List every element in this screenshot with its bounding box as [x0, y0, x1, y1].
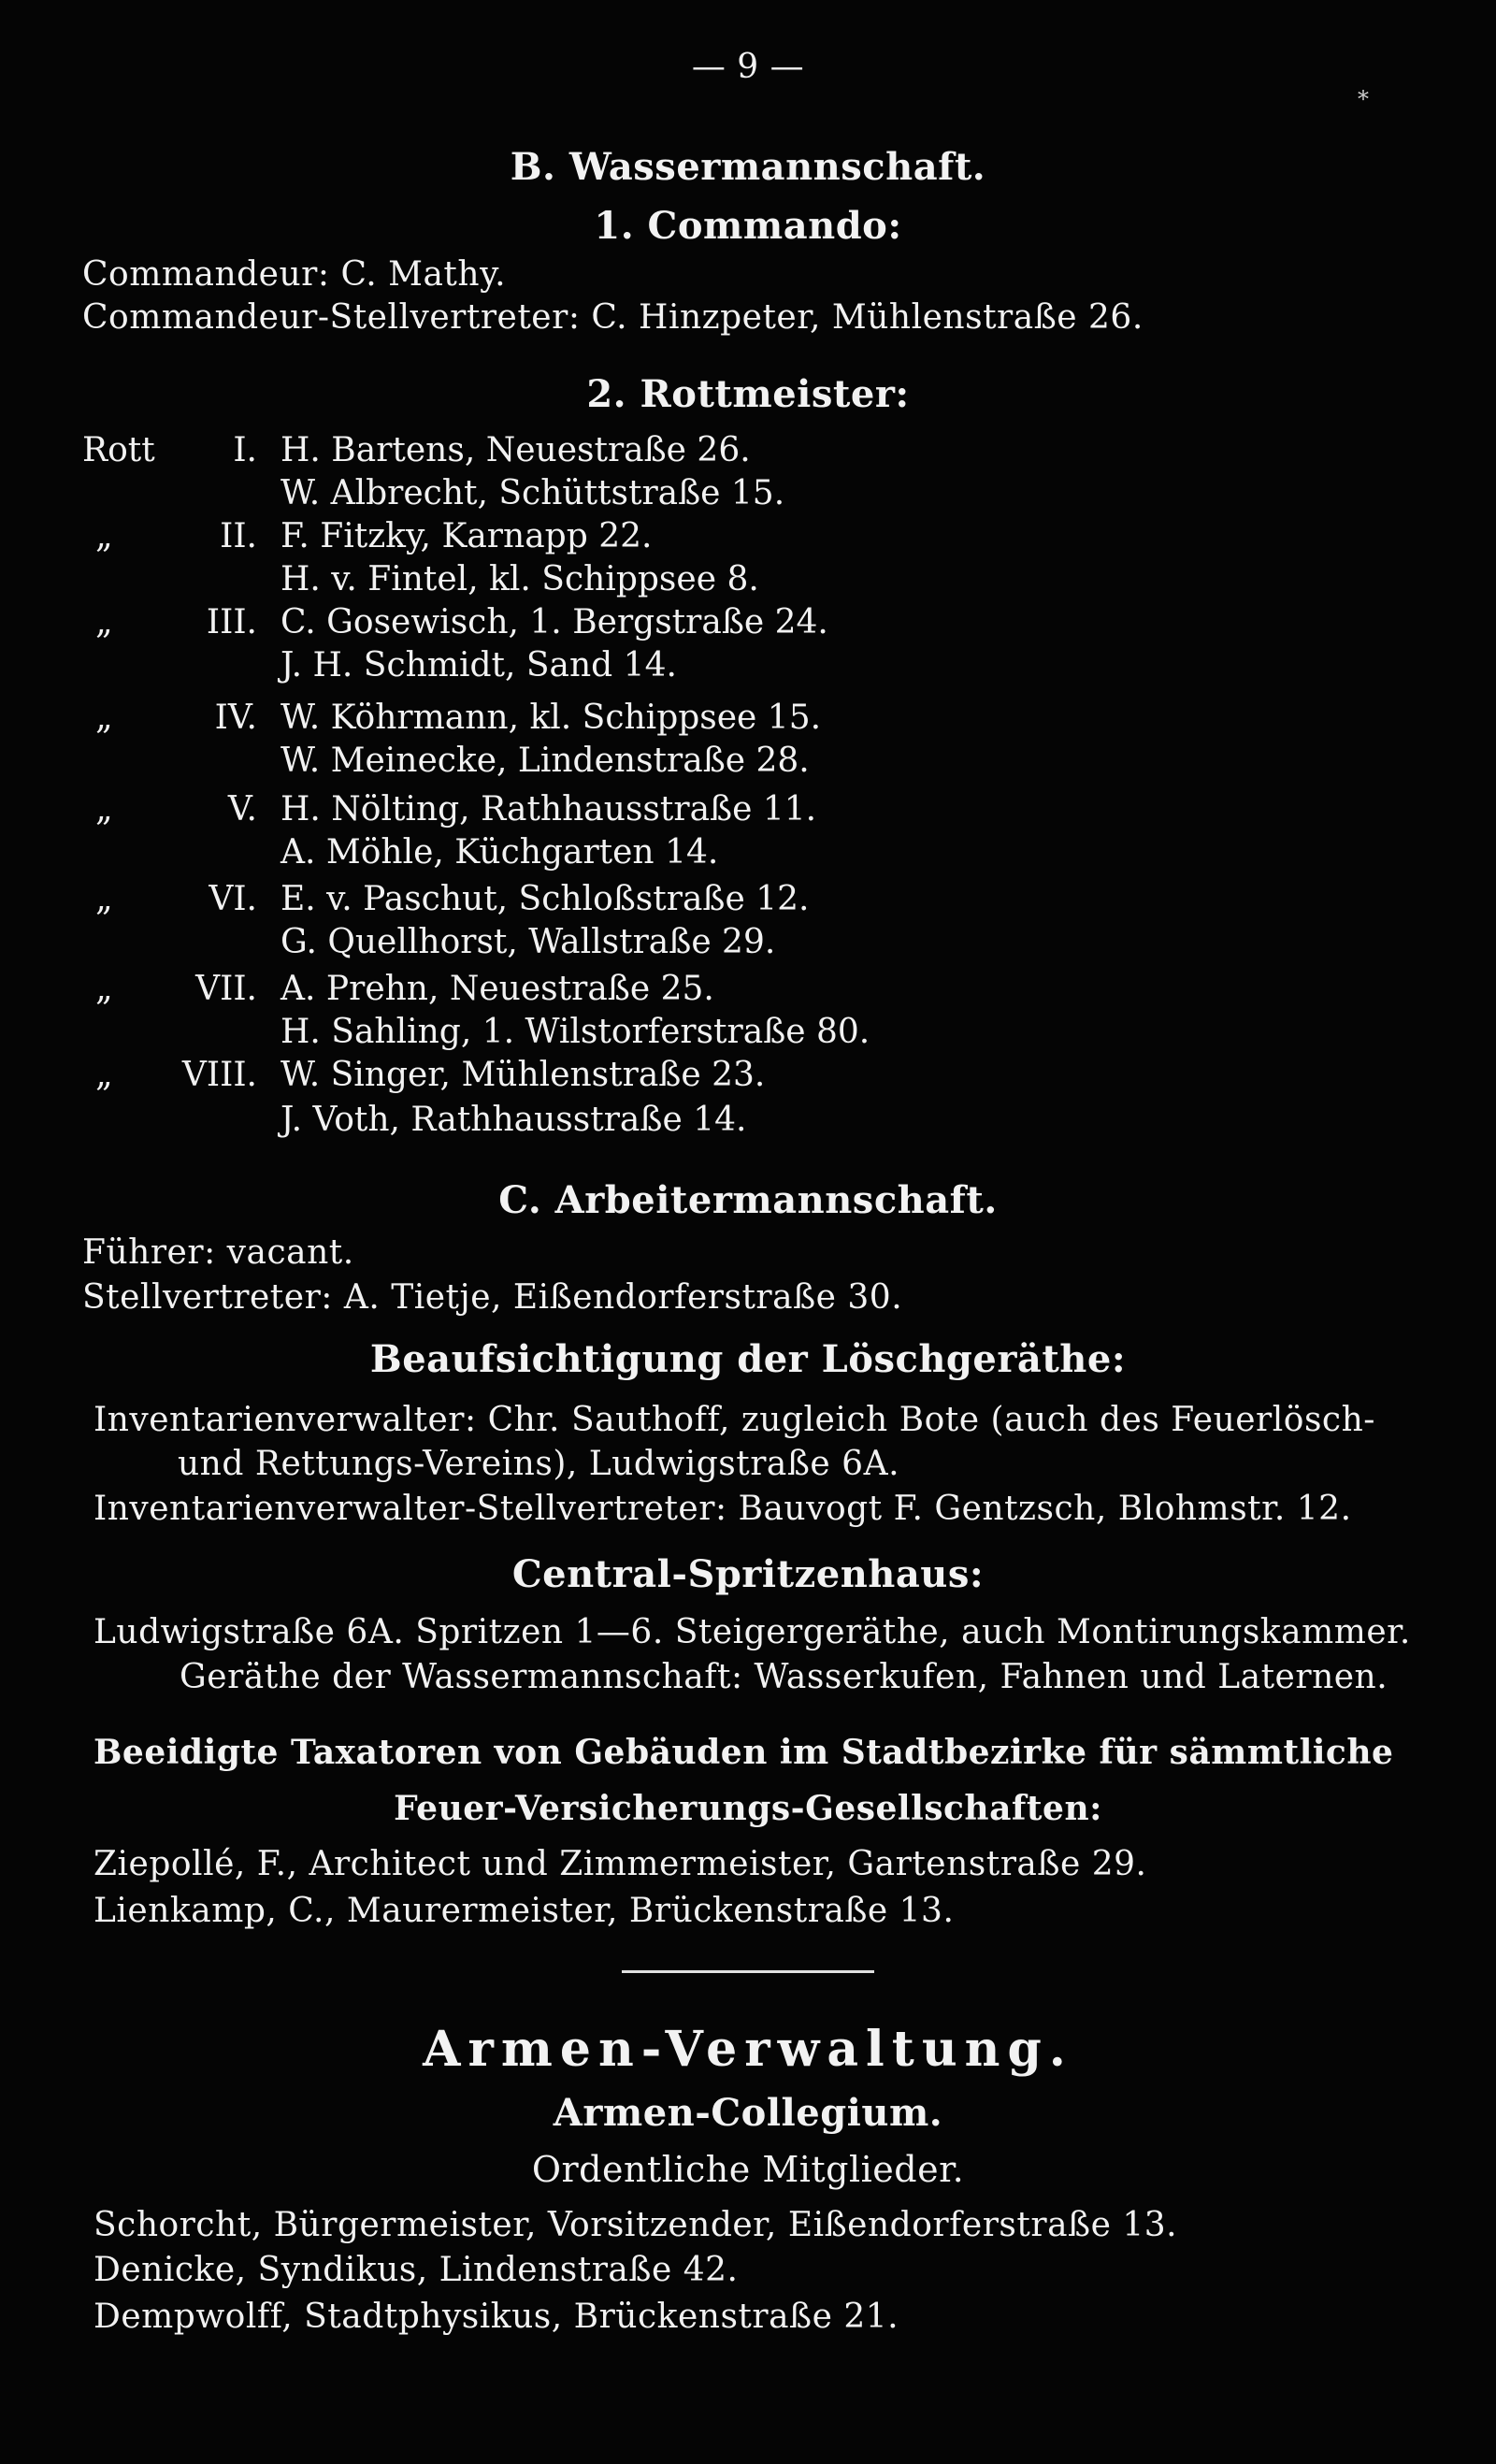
rott-label: „: [95, 1056, 113, 1094]
spritzenhaus-title: Central-Spritzenhaus:: [511, 1552, 985, 1596]
rott-member: A. Möhle, Küchgarten 14.: [280, 833, 719, 872]
taxatoren-title-1: Beeidigte Taxatoren von Gebäuden im Stadtbezirke für sämmtliche: [94, 1733, 1394, 1772]
rott-number: V.: [227, 790, 257, 829]
rott-member: A. Prehn, Neuestraße 25.: [280, 970, 714, 1008]
taxatoren-title-2: Feuer-Versicherungs-Gesellschaften:: [394, 1789, 1102, 1828]
rott-label: „: [95, 517, 113, 555]
rott-number: VII.: [195, 970, 257, 1008]
rott-member: W. Albrecht, Schüttstraße 15.: [280, 474, 785, 512]
rott-number: VI.: [209, 880, 257, 918]
mitglied-denicke: Denicke, Syndikus, Lindenstraße 42.: [94, 2251, 739, 2289]
arbeiter-stellvertreter-line: Stellvertreter: A. Tietje, Eißendorferstraße 30.: [82, 1278, 903, 1317]
armen-verwaltung-title: Armen-Verwaltung.: [423, 2021, 1073, 2078]
mitglied-dempwolff: Dempwolff, Stadtphysikus, Brückenstraße 21.: [94, 2298, 899, 2336]
rott-member: H. v. Fintel, kl. Schippsee 8.: [280, 560, 759, 598]
rott-member: W. Köhrmann, kl. Schippsee 15.: [280, 699, 822, 737]
spritzenhaus-line-2: Geräthe der Wassermannschaft: Wasserkufen, Fahnen und Laternen.: [180, 1658, 1388, 1696]
arbeitermannschaft-title: C. Arbeitermannschaft.: [498, 1178, 998, 1222]
section-divider: [622, 1970, 874, 1973]
rott-label: „: [95, 970, 113, 1008]
rott-label: „: [95, 880, 113, 918]
rott-label: Rott: [82, 431, 155, 469]
ordentliche-mitglieder-title: Ordentliche Mitglieder.: [531, 2149, 965, 2190]
rott-label: „: [95, 790, 113, 829]
rott-member: F. Fitzky, Karnapp 22.: [280, 517, 653, 555]
taxator-lienkamp: Lienkamp, C., Maurermeister, Brückenstraße 13.: [94, 1892, 955, 1930]
rott-member: W. Singer, Mühlenstraße 23.: [280, 1056, 766, 1094]
rott-member: H. Sahling, 1. Wilstorferstraße 80.: [280, 1013, 870, 1051]
rottmeister-title: 2. Rottmeister:: [586, 372, 910, 416]
mitglied-schorcht: Schorcht, Bürgermeister, Vorsitzender, Eißendorferstraße 13.: [94, 2206, 1178, 2244]
rott-member: C. Gosewisch, 1. Bergstraße 24.: [280, 603, 828, 641]
fuehrer-line: Führer: vacant.: [82, 1233, 354, 1272]
rott-member: W. Meinecke, Lindenstraße 28.: [280, 742, 810, 780]
commando-title: 1. Commando:: [594, 204, 902, 248]
rott-number: III.: [206, 603, 257, 641]
rott-number: I.: [233, 431, 257, 469]
inventarienverwalter-stellvertreter-line: Inventarienverwalter-Stellvertreter: Bauvogt F. Gentzsch, Blohmstr. 12.: [94, 1490, 1352, 1528]
page-number: — 9 —: [691, 48, 805, 86]
rott-number: VIII.: [181, 1056, 257, 1094]
rott-member: H. Bartens, Neuestraße 26.: [280, 431, 751, 469]
wassermannschaft-title: B. Wassermannschaft.: [510, 145, 986, 189]
rott-member: G. Quellhorst, Wallstraße 29.: [280, 923, 776, 961]
rott-number: II.: [220, 517, 257, 555]
rott-member: H. Nölting, Rathhausstraße 11.: [280, 790, 817, 829]
taxator-ziepolle: Ziepollé, F., Architect und Zimmermeister, Gartenstraße 29.: [94, 1845, 1147, 1883]
inventarienverwalter-line: Inventarienverwalter: Chr. Sauthoff, zugleich Bote (auch des Feuerlösch-: [94, 1401, 1375, 1439]
rott-label: „: [95, 699, 113, 737]
inventarienverwalter-cont-line: und Rettungs-Vereins), Ludwigstraße 6A.: [178, 1445, 900, 1483]
commandeur-stellvertreter-line: Commandeur-Stellvertreter: C. Hinzpeter, Mühlenstraße 26.: [82, 298, 1144, 337]
commandeur-line: Commandeur: C. Mathy.: [82, 255, 507, 294]
rott-member: J. H. Schmidt, Sand 14.: [280, 646, 677, 684]
armen-collegium-title: Armen-Collegium.: [553, 2091, 943, 2135]
rott-number: IV.: [214, 699, 257, 737]
corner-mark: *: [1358, 86, 1369, 112]
spritzenhaus-line-1: Ludwigstraße 6A. Spritzen 1—6. Steigergeräthe, auch Montirungskammer.: [94, 1613, 1411, 1651]
rott-label: „: [95, 603, 113, 641]
rott-member: J. Voth, Rathhausstraße 14.: [280, 1101, 747, 1139]
beaufsichtigung-title: Beaufsichtigung der Löschgeräthe:: [369, 1337, 1127, 1381]
rott-member: E. v. Paschut, Schloßstraße 12.: [280, 880, 810, 918]
